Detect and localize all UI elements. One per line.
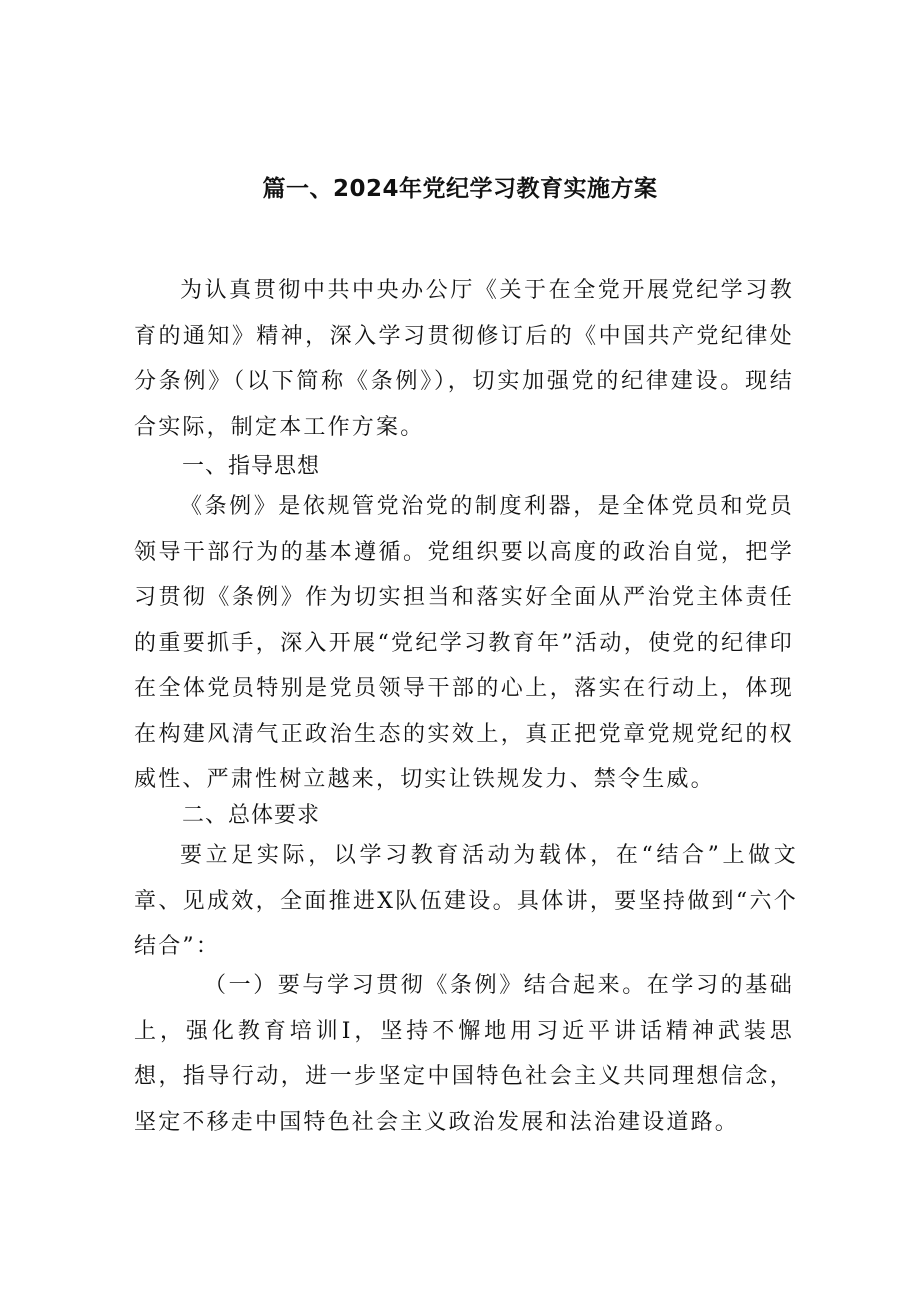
intro-paragraph: 为认真贯彻中共中央办公厅《关于在全党开展党纪学习教育的通知》精神，深入学习贯彻修订后的《中国共产党纪律处分条例》（以下简称《条例》），切实加强党的纪律建设。现结合实际，制定本工作方案。 xyxy=(134,278,794,440)
subsection-paragraph-one: （一）要与学习贯彻《条例》结合起来。在学习的基础上，强化教育培训I，坚持不懈地用习近平讲话精神武装思想，指导行动，进一步坚定中国特色社会主义共同理想信念，坚定不移走中国特色社会主义政治发展和法治建设道路。 xyxy=(134,973,794,1135)
section-paragraph-overall-requirements: 要立足实际，以学习教育活动为载体，在“结合”上做文章、见成效，全面推进X队伍建设。具体讲，要坚持做到“六个结合”： xyxy=(134,843,798,959)
document-title: 篇一、2024年党纪学习教育实施方案 xyxy=(262,176,658,202)
section-heading-overall-requirements: 二、总体要求 xyxy=(182,803,321,828)
section-heading-guiding-ideology: 一、指导思想 xyxy=(182,454,321,479)
section-paragraph-guiding-ideology: 《条例》是依规管党治党的制度利器，是全体党员和党员领导干部行为的基本遵循。党组织要以高度的政治自觉，把学习贯彻《条例》作为切实担当和落实好全面从严治党主体责任的重要抓手，深入开展“党纪学习教育年”活动，使党的纪律印在全体党员特别是党员领导干部的心上，落实在行动上，体现在构建风清气正政治生态的实效上，真正把党章党规党纪的权威性、严肃性树立越来，切实让铁规发力、禁令生威。 xyxy=(134,494,794,792)
